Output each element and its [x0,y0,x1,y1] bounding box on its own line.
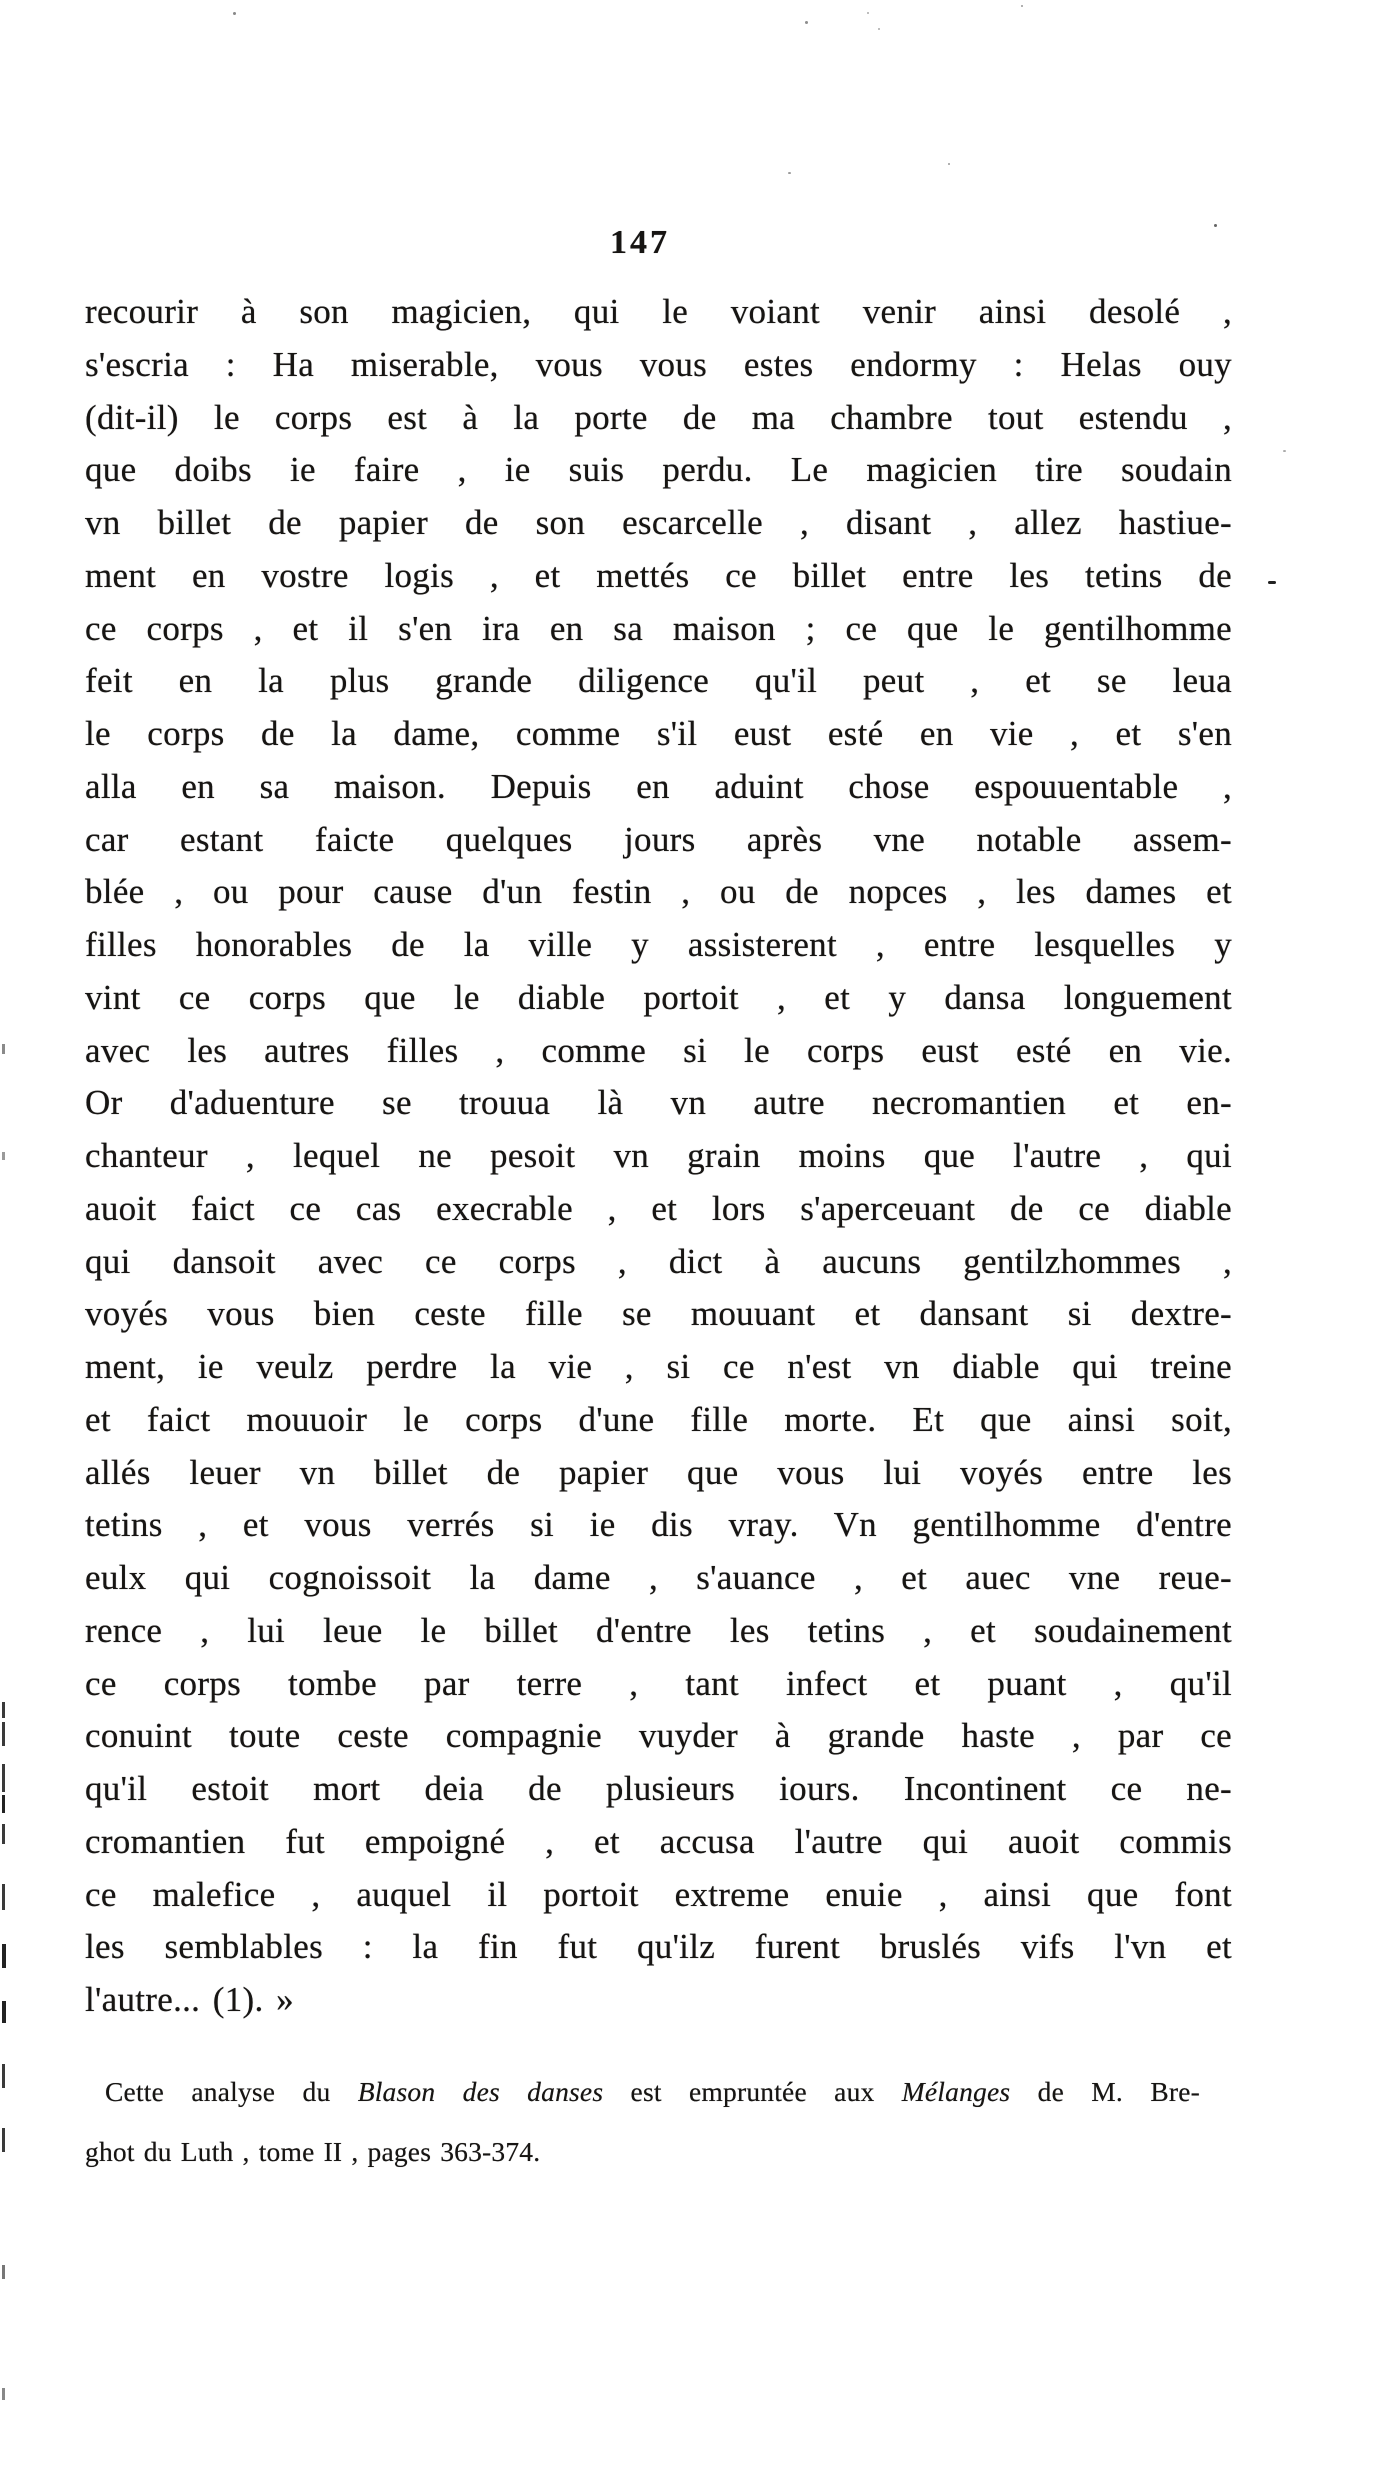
text-line: voyés vous bien ceste fille se mouuant et dansant si dextre- [85,1294,1232,1334]
footnote-italic-title: Mélanges [901,2076,1011,2107]
text-line: qui dansoit avec ce corps , dict à aucuns gentilzhommes , [85,1241,1232,1281]
text-line: tetins , et vous verrés si ie dis vray. Vn gentilhomme d'entre [85,1505,1232,1545]
text-line: s'escria : Ha miserable, vous vous estes endormy : Helas ouy [85,344,1232,384]
text-line: (dit-il) le corps est à la porte de ma chambre tout estendu , [85,397,1232,437]
footnote [85,2062,1200,2182]
footnote-segment: est empruntée aux [603,2076,902,2107]
scan-tick [2,1824,5,1844]
text-line: les semblables : la fin fut qu'ilz furent bruslés vifs l'vn et [85,1927,1232,1967]
ink-speck [1214,224,1217,227]
text-line: recourir à son magicien, qui le voiant venir ainsi desolé , [85,292,1232,331]
footnote-segment: de M. Bre- [1010,2076,1200,2107]
text-line: avec les autres filles , comme si le corps eust esté en vie. [85,1030,1232,1070]
footnote-line-1 [85,2062,1200,2122]
text-line: ment en vostre logis , et mettés ce billet entre les tetins de [85,555,1232,595]
main-text-block [85,286,1232,2027]
scan-tick [2,1722,5,1746]
text-line: car estant faicte quelques jours après vne notable assem- [85,819,1232,859]
text-line: ce corps , et il s'en ira en sa maison ; ce que le gentilhomme [85,608,1232,648]
page-number: 147 [610,224,670,261]
ink-speck [867,12,869,14]
ink-speck [788,172,791,174]
text-line: alla en sa maison. Depuis en aduint chose espouuentable , [85,766,1232,806]
scan-tick [2,2265,5,2279]
scan-tick [2,2388,5,2400]
scan-tick [2,1795,5,1813]
scan-tick [2,2001,6,2023]
text-line: ce malefice , auquel il portoit extreme enuie , ainsi que font [85,1874,1232,1914]
text-line: vint ce corps que le diable portoit , et y dansa longuement [85,977,1232,1017]
text-line: ce corps tombe par terre , tant infect et puant , qu'il [85,1663,1232,1703]
text-line: blée , ou pour cause d'un festin , ou de nopces , les dames et [85,872,1232,912]
text-line: et faict mouuoir le corps d'une fille morte. Et que ainsi soit, [85,1399,1232,1439]
text-line: rence , lui leue le billet d'entre les tetins , et soudainement [85,1610,1232,1650]
ink-speck [948,163,950,165]
text-line: le corps de la dame, comme s'il eust esté en vie , et s'en [85,714,1232,753]
scan-tick [2,1944,6,1968]
text-line: Or d'aduenture se trouua là vn autre necromantien et en- [85,1083,1232,1123]
scan-tick [2,1044,5,1054]
ink-speck [1283,450,1286,452]
text-line: qu'il estoit mort deia de plusieurs iours. Incontinent ce ne- [85,1769,1232,1808]
text-line: allés leuer vn billet de papier que vous lui voyés entre les [85,1452,1232,1492]
text-line: eulx qui cognoissoit la dame , s'auance , et auec vne reue- [85,1558,1232,1597]
text-line: vn billet de papier de son escarcelle , disant , allez hastiue- [85,503,1232,542]
scan-tick [2,1764,5,1792]
footnote-line-2: ghot du Luth , tome II , pages 363-374. [85,2136,541,2167]
text-line: chanteur , lequel ne pesoit vn grain moins que l'autre , qui [85,1136,1232,1175]
footnote-segment: Cette analyse du [105,2076,358,2107]
ink-speck [1268,581,1276,584]
text-line: filles honorables de la ville y assisterent , entre lesquelles y [85,925,1232,964]
text-line: ment, ie veulz perdre la vie , si ce n'est vn diable qui treine [85,1347,1232,1386]
ink-speck [805,21,808,24]
ink-speck [233,12,236,15]
scan-tick [2,1702,5,1718]
footnote-italic-title: Blason des danses [357,2076,604,2107]
scan-tick [2,1152,5,1160]
scan-tick [2,2064,5,2088]
text-line: cromantien fut empoigné , et accusa l'autre qui auoit commis [85,1821,1232,1861]
ink-speck [878,28,880,30]
text-line: auoit faict ce cas execrable , et lors s'aperceuant de ce diable [85,1188,1232,1228]
text-line: feit en la plus grande diligence qu'il peut , et se leua [85,661,1232,701]
text-line-last: l'autre... (1). » [85,1980,294,2019]
text-line: que doibs ie faire , ie suis perdu. Le magicien tire soudain [85,450,1232,490]
scan-tick [2,2128,5,2152]
text-line: conuint toute ceste compagnie vuyder à grande haste , par ce [85,1716,1232,1756]
scan-tick [2,1884,5,1910]
ink-speck [1021,5,1023,7]
